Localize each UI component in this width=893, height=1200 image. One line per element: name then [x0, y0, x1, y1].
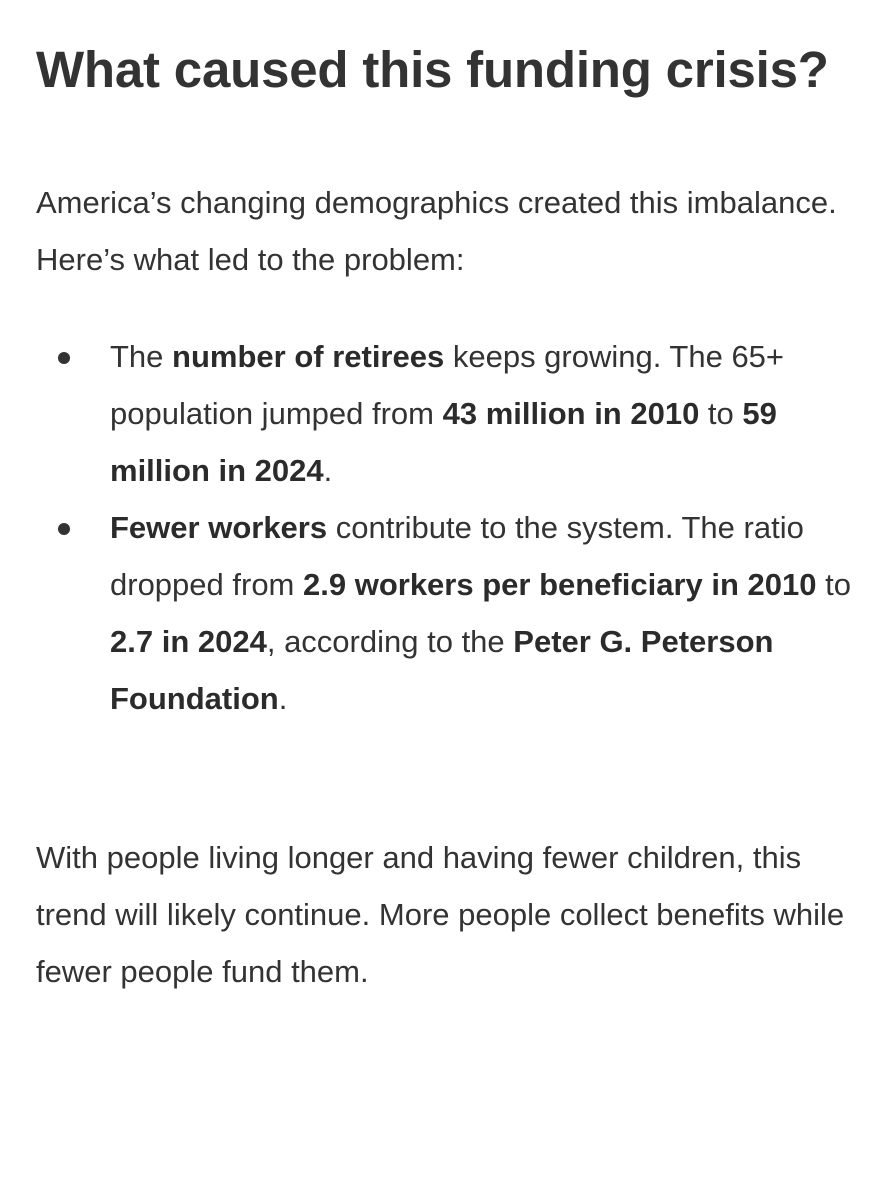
list-item-workers: Fewer workers contribute to the system. The ratio dropped from 2.9 workers per beneficiary in 2010 to 2.7 in 2024, according to the Peter G. Peterson Foundation.: [36, 499, 876, 727]
bullet-dot-icon: [58, 523, 70, 535]
list-item-retirees: The number of retirees keeps growing. The 65+ population jumped from 43 million in 2010 to 59 million in 2024.: [36, 328, 876, 499]
article-section: [36, 32, 876, 1000]
intro-paragraph: America’s changing demographics created this imbalance. Here’s what led to the problem:: [36, 185, 837, 277]
cause-list: [36, 328, 876, 727]
bullet-dot-icon: [58, 352, 70, 364]
closing-paragraph: With people living longer and having fewer children, this trend will likely continue. More people collect benefits while fewer people fund them.: [36, 840, 845, 989]
section-heading: What caused this funding crisis?: [36, 41, 829, 98]
